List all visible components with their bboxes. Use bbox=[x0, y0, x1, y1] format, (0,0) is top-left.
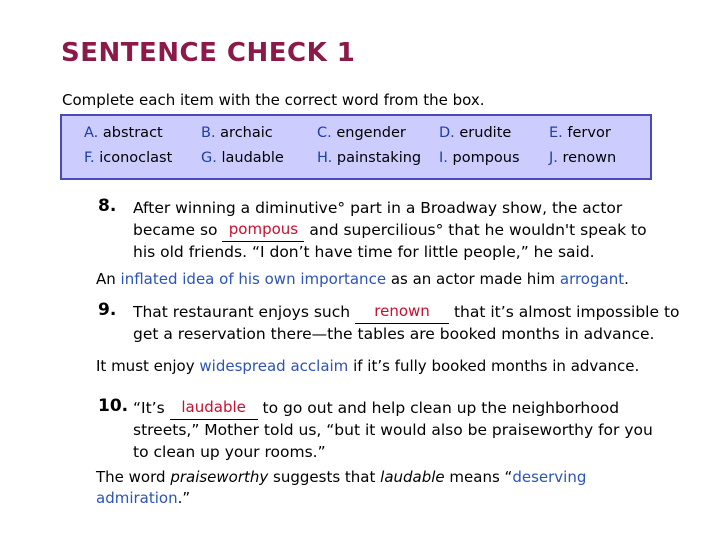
item-9-line-2: get a reservation there—the tables are booked months in advance. bbox=[133, 325, 655, 343]
item-10-line-1: “It’s laudable to go out and help clean up the neighborhood bbox=[133, 397, 619, 420]
word-option-f: F. iconoclast bbox=[84, 150, 173, 166]
item-8-line-3: his old friends. “I don’t have time for little people,” he said. bbox=[133, 243, 595, 261]
answer-blank-8 bbox=[222, 219, 304, 242]
item-10-line-3: to clean up your rooms.” bbox=[133, 443, 326, 461]
item-9-explanation: It must enjoy widespread acclaim if it’s fully booked months in advance. bbox=[96, 357, 640, 375]
item-8-line-1: After winning a diminutive° part in a Broadway show, the actor bbox=[133, 199, 623, 217]
word-option-e: E. fervor bbox=[549, 125, 611, 141]
page-title: SENTENCE CHECK 1 bbox=[61, 38, 356, 68]
word-option-i: I. pompous bbox=[439, 150, 520, 166]
answer-10: laudable bbox=[181, 398, 246, 416]
word-option-h: H. painstaking bbox=[317, 150, 422, 166]
answer-blank-9 bbox=[355, 301, 449, 324]
item-number-8: 8. bbox=[98, 196, 117, 216]
answer-blank-10 bbox=[170, 397, 258, 420]
instructions: Complete each item with the correct word from the box. bbox=[62, 91, 485, 109]
word-option-c: C. engender bbox=[317, 125, 406, 141]
item-10-line-2: streets,” Mother told us, “but it would also be praiseworthy for you bbox=[133, 421, 653, 439]
answer-8: pompous bbox=[228, 220, 299, 238]
item-number-10: 10. bbox=[98, 396, 129, 416]
word-option-b: B. archaic bbox=[201, 125, 273, 141]
item-10-explanation-line-2: admiration.” bbox=[96, 489, 191, 507]
word-option-a: A. abstract bbox=[84, 125, 163, 141]
item-8-explanation: An inflated idea of his own importance as an actor made him arrogant. bbox=[96, 270, 629, 288]
item-number-9: 9. bbox=[98, 300, 117, 320]
item-9-line-1: That restaurant enjoys such renown that it’s almost impossible to bbox=[133, 301, 680, 324]
word-option-j: J. renown bbox=[549, 150, 617, 166]
word-option-g: G. laudable bbox=[201, 150, 284, 166]
item-8-line-2: became so pompous and supercilious° that he wouldn't speak to bbox=[133, 219, 647, 242]
word-option-d: D. erudite bbox=[439, 125, 512, 141]
answer-9: renown bbox=[374, 302, 430, 320]
word-box bbox=[60, 114, 652, 180]
item-10-explanation: The word praiseworthy suggests that laudable means “deserving bbox=[96, 468, 587, 486]
